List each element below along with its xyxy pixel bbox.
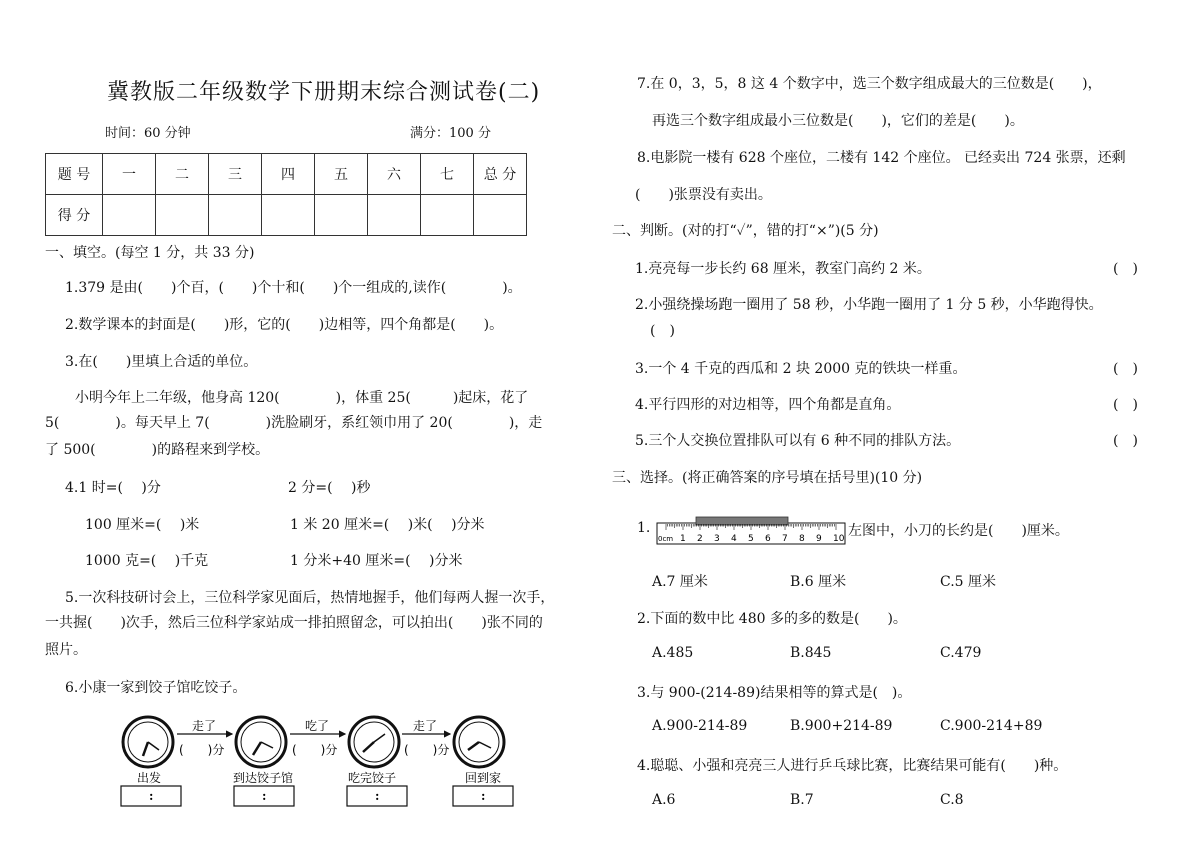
question-4-e: 1000 克=( )千克 xyxy=(85,553,209,569)
judge-answer-paren[interactable]: ( ) xyxy=(1113,361,1138,377)
choice-option[interactable]: C.8 xyxy=(940,792,964,808)
judge-answer-paren[interactable]: ( ) xyxy=(1113,397,1138,413)
question-4-d: 1 米 20 厘米=( )米( )分米 xyxy=(290,517,485,533)
clock-minutes: ( )分 xyxy=(404,743,450,757)
ruler-tick-label: 4 xyxy=(731,534,737,544)
table-cell: 总 分 xyxy=(474,154,527,195)
choice-option[interactable]: C.5 厘米 xyxy=(940,574,997,590)
question-3-line: 5( )。每天早上 7( )洗脸刷牙，系红领巾用了 20( )，走 xyxy=(45,415,543,431)
score-cell[interactable] xyxy=(474,195,527,236)
question-8-line: ( )张票没有卖出。 xyxy=(635,187,772,203)
clock-step-label: 吃了 xyxy=(305,719,330,733)
ruler-tick-label: 0cm xyxy=(658,535,674,543)
judge-item: 2.小强绕操场跑一圈用了 58 秒，小华跑一圈用了 1 分 5 秒，小华跑得快。 xyxy=(635,297,1103,313)
clock-icon xyxy=(236,717,286,767)
question-5-line: 照片。 xyxy=(45,642,87,658)
clock-icon xyxy=(454,717,504,767)
judge-item: 4.平行四形的对边相等，四个角都是直角。 xyxy=(635,397,901,413)
clock-step-label: 走了 xyxy=(192,719,217,733)
judge-answer-paren[interactable]: ( ) xyxy=(650,323,675,339)
clock-diagram xyxy=(115,712,535,812)
time-colon: : xyxy=(481,789,486,803)
full-score: 满分：100 分 xyxy=(410,126,491,141)
table-cell: 题 号 xyxy=(46,154,103,195)
judge-answer-paren[interactable]: ( ) xyxy=(1113,261,1138,277)
ruler-tick-label: 8 xyxy=(799,534,805,544)
choice-option[interactable]: B.845 xyxy=(790,645,832,661)
clock-icon xyxy=(123,717,173,767)
page-title: 冀教版二年级数学下册期末综合测试卷(二) xyxy=(107,80,541,105)
ruler-tick-label: 1 xyxy=(680,534,686,544)
clock-label: 回到家 xyxy=(465,771,502,785)
ruler-knife-image xyxy=(656,515,846,545)
question-3-line: 小明今年上二年级，他身高 120( )，体重 25( )起床，花了 xyxy=(75,390,529,406)
clock-icon xyxy=(349,717,399,767)
score-cell[interactable] xyxy=(421,195,474,236)
table-cell: 一 xyxy=(103,154,156,195)
question-5-line: 一共握( )次手，然后三位科学家站成一排拍照留念，可以拍出( )张不同的 xyxy=(45,615,543,631)
ruler-tick-label: 6 xyxy=(765,534,771,544)
judge-item: 5.三个人交换位置排队可以有 6 种不同的排队方法。 xyxy=(635,433,961,449)
choice-option[interactable]: C.900-214+89 xyxy=(940,718,1043,734)
question-4-c: 100 厘米=( )米 xyxy=(85,517,200,533)
clock-label: 吃完饺子 xyxy=(348,771,397,785)
time-colon: : xyxy=(149,789,154,803)
score-table-score-row xyxy=(46,195,527,236)
choice-option[interactable]: A.7 厘米 xyxy=(652,574,708,590)
score-cell[interactable] xyxy=(103,195,156,236)
score-cell[interactable] xyxy=(262,195,315,236)
table-cell: 七 xyxy=(421,154,474,195)
question-3: 3.在( )里填上合适的单位。 xyxy=(65,354,258,370)
ruler-tick-label: 7 xyxy=(782,534,788,544)
choice-option[interactable]: B.6 厘米 xyxy=(790,574,847,590)
table-cell: 五 xyxy=(315,154,368,195)
choice-option[interactable]: B.7 xyxy=(790,792,814,808)
judge-item: 3.一个 4 千克的西瓜和 2 块 2000 克的铁块一样重。 xyxy=(635,361,967,377)
time-colon: : xyxy=(262,789,267,803)
clock-label: 到达饺子馆 xyxy=(233,771,294,785)
knife-icon xyxy=(696,517,788,525)
judge-answer-paren[interactable]: ( ) xyxy=(1113,433,1138,449)
choice-option[interactable]: C.479 xyxy=(940,645,982,661)
choice-3-question: 3.与 900-(214-89)结果相等的算式是( )。 xyxy=(637,685,912,701)
section1-title: 一、填空。(每空 1 分，共 33 分) xyxy=(45,245,255,261)
section3-title: 三、选择。(将正确答案的序号填在括号里)(10 分) xyxy=(612,470,923,486)
clock-minutes: ( )分 xyxy=(179,743,225,757)
question-4-a: 4.1 时=( )分 xyxy=(65,480,161,496)
score-cell[interactable] xyxy=(209,195,262,236)
exam-time: 时间：60 分钟 xyxy=(105,126,191,141)
table-cell: 四 xyxy=(262,154,315,195)
score-cell[interactable] xyxy=(156,195,209,236)
choice-option[interactable]: B.900+214-89 xyxy=(790,718,893,734)
score-table-header-row xyxy=(46,154,527,195)
clock-label: 出发 xyxy=(137,771,162,785)
question-8-line: 8.电影院一楼有 628 个座位，二楼有 142 个座位。 已经卖出 724 张票，还剩 xyxy=(637,150,1126,166)
table-cell: 六 xyxy=(368,154,421,195)
table-cell: 二 xyxy=(156,154,209,195)
time-colon: : xyxy=(375,789,380,803)
choice-2-question: 2.下面的数中比 480 多的多的数是( )。 xyxy=(637,611,907,627)
clock-step-label: 走了 xyxy=(413,719,438,733)
choice-option[interactable]: A.6 xyxy=(652,792,676,808)
choice-4-question: 4.聪聪、小强和亮亮三人进行乒乓球比赛，比赛结果可能有( )种。 xyxy=(637,758,1068,774)
section2-title: 二、判断。(对的打“✓”，错的打“×”)(5 分) xyxy=(612,223,879,239)
question-6: 6.小康一家到饺子馆吃饺子。 xyxy=(65,680,247,696)
question-5-line: 5.一次科技研讨会上，三位科学家见面后，热情地握手，他们每两人握一次手， xyxy=(65,590,555,606)
choice-1-number: 1. xyxy=(637,520,651,536)
question-1: 1.379 是由( )个百，( )个十和( )个一组成的,读作( )。 xyxy=(65,280,522,296)
judge-item: 1.亮亮每一步长约 68 厘米，教室门高约 2 米。 xyxy=(635,261,931,277)
ruler-tick-label: 10 xyxy=(833,534,845,544)
question-4-b: 2 分=( )秒 xyxy=(288,480,371,496)
clock-minutes: ( )分 xyxy=(292,743,338,757)
score-cell[interactable] xyxy=(368,195,421,236)
ruler-tick-label: 2 xyxy=(697,534,703,544)
ruler-tick-label: 5 xyxy=(748,534,754,544)
score-table xyxy=(45,153,527,236)
choice-1-question: 左图中，小刀的长约是( )厘米。 xyxy=(848,523,1069,539)
table-cell: 得 分 xyxy=(46,195,103,236)
ruler-tick-label: 3 xyxy=(714,534,720,544)
table-cell: 三 xyxy=(209,154,262,195)
question-2: 2.数学课本的封面是( )形，它的( )边相等，四个角都是( )。 xyxy=(65,317,504,333)
ruler-tick-label: 9 xyxy=(816,534,822,544)
question-3-line: 了 500( )的路程来到学校。 xyxy=(45,442,270,458)
question-7-line: 再选三个数字组成最小三位数是( )，它们的差是( )。 xyxy=(652,113,1024,129)
question-4-f: 1 分米+40 厘米=( )分米 xyxy=(290,553,463,569)
question-7-line: 7.在 0，3，5，8 这 4 个数字中，选三个数字组成最大的三位数是( )， xyxy=(637,76,1102,92)
choice-option[interactable]: A.485 xyxy=(652,645,694,661)
score-cell[interactable] xyxy=(315,195,368,236)
choice-option[interactable]: A.900-214-89 xyxy=(652,718,748,734)
